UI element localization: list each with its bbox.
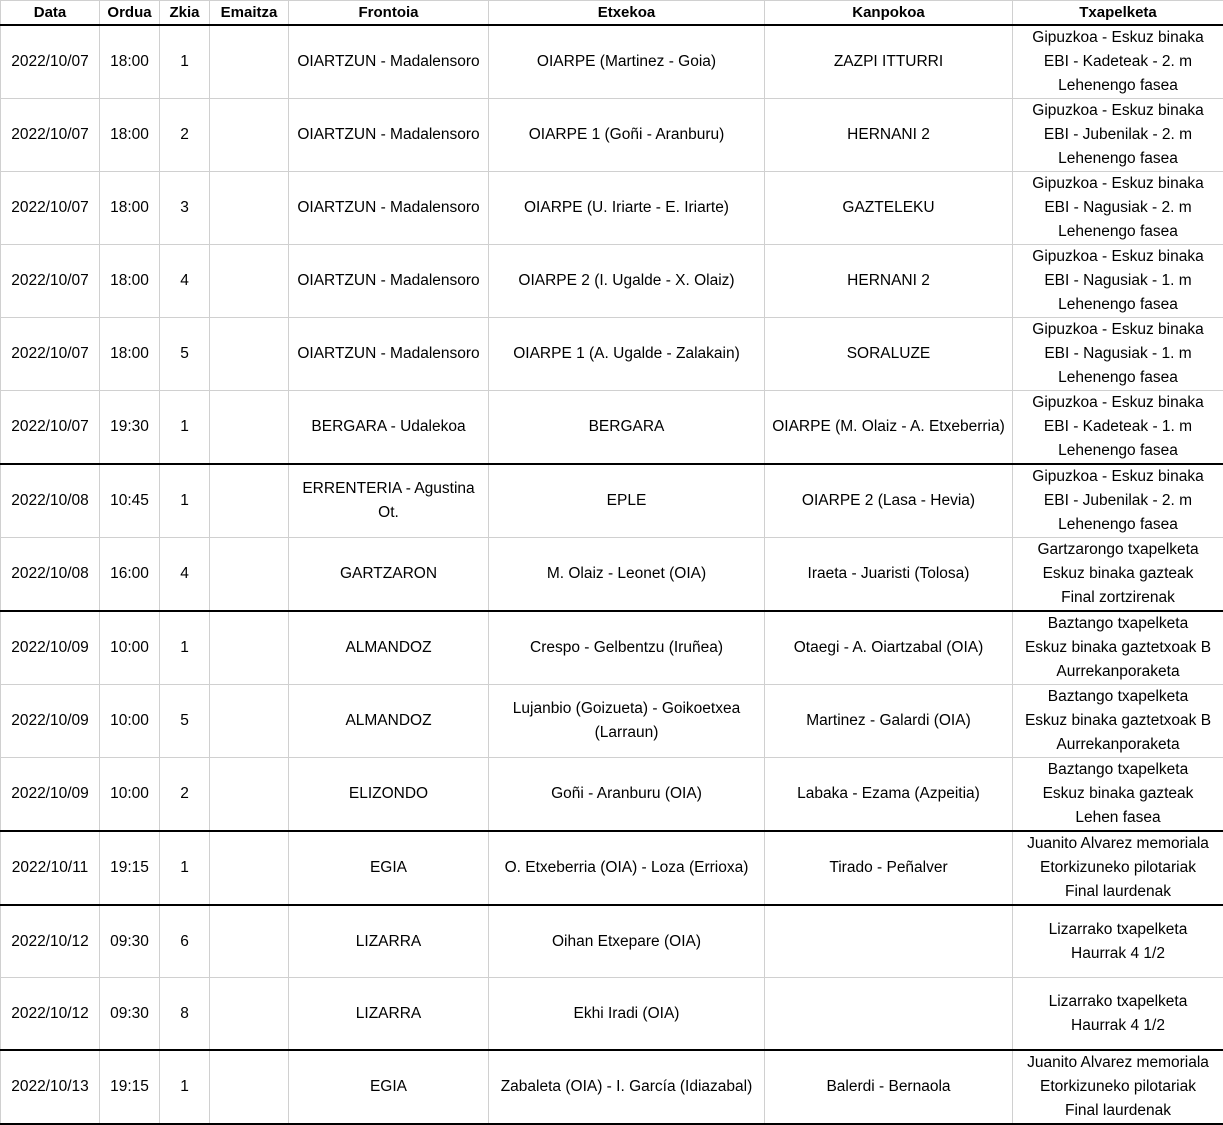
cell-txapelketa xyxy=(1013,538,1223,612)
table-row xyxy=(1,978,1223,1051)
cell-kanpokoa: Otaegi - A. Oiartzabal (OIA) xyxy=(765,611,1013,685)
table-row xyxy=(1,758,1223,832)
cell-data: 2022/10/08 xyxy=(1,538,100,612)
cell-ordua: 18:00 xyxy=(100,25,160,99)
cell-kanpokoa: GAZTELEKU xyxy=(765,172,1013,245)
cell-emaitza xyxy=(210,1050,289,1124)
cell-frontoia: ALMANDOZ xyxy=(289,685,489,758)
cell-frontoia: OIARTZUN - Madalensoro xyxy=(289,99,489,172)
txapelketa-line: Lehenengo fasea xyxy=(1015,220,1221,244)
txapelketa-line: Lizarrako txapelketa xyxy=(1015,990,1221,1014)
cell-txapelketa xyxy=(1013,172,1223,245)
cell-emaitza xyxy=(210,685,289,758)
cell-frontoia: ELIZONDO xyxy=(289,758,489,832)
cell-etxekoa: EPLE xyxy=(489,464,765,538)
cell-txapelketa xyxy=(1013,1050,1223,1124)
cell-frontoia: LIZARRA xyxy=(289,978,489,1051)
cell-data: 2022/10/09 xyxy=(1,611,100,685)
cell-txapelketa xyxy=(1013,905,1223,978)
cell-ordua: 19:15 xyxy=(100,831,160,905)
cell-frontoia: OIARTZUN - Madalensoro xyxy=(289,245,489,318)
txapelketa-line: EBI - Jubenilak - 2. m xyxy=(1015,123,1221,147)
table-row xyxy=(1,611,1223,685)
cell-txapelketa xyxy=(1013,99,1223,172)
cell-data: 2022/10/12 xyxy=(1,978,100,1051)
txapelketa-line: Gipuzkoa - Eskuz binaka xyxy=(1015,391,1221,415)
cell-data: 2022/10/08 xyxy=(1,464,100,538)
txapelketa-line: Lehenengo fasea xyxy=(1015,366,1221,390)
cell-emaitza xyxy=(210,464,289,538)
cell-kanpokoa: OIARPE (M. Olaiz - A. Etxeberria) xyxy=(765,391,1013,465)
txapelketa-line: EBI - Jubenilak - 2. m xyxy=(1015,489,1221,513)
cell-etxekoa: Oihan Etxepare (OIA) xyxy=(489,905,765,978)
cell-etxekoa: OIARPE (U. Iriarte - E. Iriarte) xyxy=(489,172,765,245)
txapelketa-line: EBI - Nagusiak - 1. m xyxy=(1015,269,1221,293)
cell-frontoia: ALMANDOZ xyxy=(289,611,489,685)
cell-ordua: 09:30 xyxy=(100,978,160,1051)
cell-emaitza xyxy=(210,245,289,318)
cell-txapelketa xyxy=(1013,25,1223,99)
cell-kanpokoa: HERNANI 2 xyxy=(765,245,1013,318)
cell-zkia: 5 xyxy=(160,685,210,758)
cell-kanpokoa: Balerdi - Bernaola xyxy=(765,1050,1013,1124)
txapelketa-line: Etorkizuneko pilotariak xyxy=(1015,856,1221,880)
cell-etxekoa: Crespo - Gelbentzu (Iruñea) xyxy=(489,611,765,685)
txapelketa-line: Gipuzkoa - Eskuz binaka xyxy=(1015,245,1221,269)
txapelketa-line: Eskuz binaka gazteak xyxy=(1015,782,1221,806)
cell-ordua: 10:00 xyxy=(100,685,160,758)
cell-data: 2022/10/07 xyxy=(1,172,100,245)
cell-ordua: 10:00 xyxy=(100,758,160,832)
cell-etxekoa: OIARPE 1 (A. Ugalde - Zalakain) xyxy=(489,318,765,391)
cell-etxekoa: Lujanbio (Goizueta) - Goikoetxea (Larraun) xyxy=(489,685,765,758)
table-row xyxy=(1,685,1223,758)
cell-zkia: 3 xyxy=(160,172,210,245)
cell-ordua: 18:00 xyxy=(100,245,160,318)
cell-data: 2022/10/07 xyxy=(1,99,100,172)
txapelketa-line: Lehenengo fasea xyxy=(1015,439,1221,463)
cell-ordua: 18:00 xyxy=(100,172,160,245)
table-body xyxy=(1,25,1223,1124)
header-kanpokoa: Kanpokoa xyxy=(765,1,1013,26)
cell-etxekoa: OIARPE (Martinez - Goia) xyxy=(489,25,765,99)
txapelketa-line: Lehenengo fasea xyxy=(1015,513,1221,537)
cell-txapelketa xyxy=(1013,318,1223,391)
header-emaitza: Emaitza xyxy=(210,1,289,26)
txapelketa-line: Haurrak 4 1/2 xyxy=(1015,942,1221,966)
txapelketa-line: Aurrekanporaketa xyxy=(1015,660,1221,684)
txapelketa-line: Baztango txapelketa xyxy=(1015,612,1221,636)
cell-emaitza xyxy=(210,318,289,391)
cell-zkia: 2 xyxy=(160,758,210,832)
cell-data: 2022/10/09 xyxy=(1,758,100,832)
cell-frontoia: OIARTZUN - Madalensoro xyxy=(289,318,489,391)
cell-emaitza xyxy=(210,391,289,465)
table-row xyxy=(1,25,1223,99)
cell-data: 2022/10/07 xyxy=(1,25,100,99)
txapelketa-line: Baztango txapelketa xyxy=(1015,758,1221,782)
cell-txapelketa xyxy=(1013,611,1223,685)
cell-txapelketa xyxy=(1013,464,1223,538)
cell-data: 2022/10/13 xyxy=(1,1050,100,1124)
cell-ordua: 09:30 xyxy=(100,905,160,978)
txapelketa-line: Final laurdenak xyxy=(1015,880,1221,904)
cell-zkia: 4 xyxy=(160,538,210,612)
txapelketa-line: Baztango txapelketa xyxy=(1015,685,1221,709)
cell-emaitza xyxy=(210,611,289,685)
table-row xyxy=(1,172,1223,245)
cell-data: 2022/10/12 xyxy=(1,905,100,978)
cell-zkia: 2 xyxy=(160,99,210,172)
header-zkia: Zkia xyxy=(160,1,210,26)
txapelketa-line: Eskuz binaka gazteak xyxy=(1015,562,1221,586)
txapelketa-line: Lehen fasea xyxy=(1015,806,1221,830)
cell-zkia: 5 xyxy=(160,318,210,391)
cell-ordua: 10:00 xyxy=(100,611,160,685)
txapelketa-line: Juanito Alvarez memoriala xyxy=(1015,1051,1221,1075)
cell-kanpokoa: HERNANI 2 xyxy=(765,99,1013,172)
cell-etxekoa: Ekhi Iradi (OIA) xyxy=(489,978,765,1051)
cell-etxekoa: Zabaleta (OIA) - I. García (Idiazabal) xyxy=(489,1050,765,1124)
cell-kanpokoa: Martinez - Galardi (OIA) xyxy=(765,685,1013,758)
cell-txapelketa xyxy=(1013,758,1223,832)
table-row xyxy=(1,905,1223,978)
cell-emaitza xyxy=(210,172,289,245)
table-row xyxy=(1,1050,1223,1124)
table-row xyxy=(1,245,1223,318)
header-ordua: Ordua xyxy=(100,1,160,26)
txapelketa-line: Final laurdenak xyxy=(1015,1099,1221,1123)
header-txapelketa: Txapelketa xyxy=(1013,1,1223,26)
header-frontoia: Frontoia xyxy=(289,1,489,26)
txapelketa-line: Lehenengo fasea xyxy=(1015,74,1221,98)
cell-emaitza xyxy=(210,831,289,905)
cell-zkia: 1 xyxy=(160,25,210,99)
txapelketa-line: EBI - Kadeteak - 1. m xyxy=(1015,415,1221,439)
cell-ordua: 19:15 xyxy=(100,1050,160,1124)
cell-data: 2022/10/09 xyxy=(1,685,100,758)
cell-emaitza xyxy=(210,978,289,1051)
txapelketa-line: Gipuzkoa - Eskuz binaka xyxy=(1015,318,1221,342)
cell-etxekoa: O. Etxeberria (OIA) - Loza (Errioxa) xyxy=(489,831,765,905)
txapelketa-line: EBI - Nagusiak - 2. m xyxy=(1015,196,1221,220)
cell-zkia: 1 xyxy=(160,391,210,465)
cell-etxekoa: BERGARA xyxy=(489,391,765,465)
cell-emaitza xyxy=(210,758,289,832)
cell-zkia: 1 xyxy=(160,831,210,905)
txapelketa-line: EBI - Kadeteak - 2. m xyxy=(1015,50,1221,74)
txapelketa-line: Gipuzkoa - Eskuz binaka xyxy=(1015,172,1221,196)
cell-ordua: 16:00 xyxy=(100,538,160,612)
cell-frontoia: ERRENTERIA - Agustina Ot. xyxy=(289,464,489,538)
txapelketa-line: Eskuz binaka gaztetxoak B xyxy=(1015,636,1221,660)
cell-zkia: 4 xyxy=(160,245,210,318)
cell-frontoia: EGIA xyxy=(289,1050,489,1124)
cell-emaitza xyxy=(210,538,289,612)
cell-kanpokoa: Labaka - Ezama (Azpeitia) xyxy=(765,758,1013,832)
cell-ordua: 10:45 xyxy=(100,464,160,538)
cell-ordua: 18:00 xyxy=(100,99,160,172)
cell-zkia: 8 xyxy=(160,978,210,1051)
cell-kanpokoa: SORALUZE xyxy=(765,318,1013,391)
cell-emaitza xyxy=(210,99,289,172)
cell-etxekoa: Goñi - Aranburu (OIA) xyxy=(489,758,765,832)
cell-emaitza xyxy=(210,905,289,978)
txapelketa-line: Gipuzkoa - Eskuz binaka xyxy=(1015,99,1221,123)
txapelketa-line: Aurrekanporaketa xyxy=(1015,733,1221,757)
cell-kanpokoa xyxy=(765,905,1013,978)
table-row xyxy=(1,99,1223,172)
txapelketa-line: Juanito Alvarez memoriala xyxy=(1015,832,1221,856)
txapelketa-line: Lehenengo fasea xyxy=(1015,293,1221,317)
cell-frontoia: LIZARRA xyxy=(289,905,489,978)
cell-etxekoa: M. Olaiz - Leonet (OIA) xyxy=(489,538,765,612)
cell-kanpokoa: Tirado - Peñalver xyxy=(765,831,1013,905)
cell-data: 2022/10/07 xyxy=(1,318,100,391)
txapelketa-line: EBI - Nagusiak - 1. m xyxy=(1015,342,1221,366)
cell-txapelketa xyxy=(1013,831,1223,905)
cell-data: 2022/10/07 xyxy=(1,245,100,318)
table-row xyxy=(1,318,1223,391)
cell-zkia: 1 xyxy=(160,464,210,538)
cell-txapelketa xyxy=(1013,245,1223,318)
txapelketa-line: Final zortzirenak xyxy=(1015,586,1221,610)
txapelketa-line: Gartzarongo txapelketa xyxy=(1015,538,1221,562)
cell-data: 2022/10/07 xyxy=(1,391,100,465)
cell-emaitza xyxy=(210,25,289,99)
cell-frontoia: GARTZARON xyxy=(289,538,489,612)
cell-frontoia: EGIA xyxy=(289,831,489,905)
cell-zkia: 1 xyxy=(160,611,210,685)
cell-frontoia: BERGARA - Udalekoa xyxy=(289,391,489,465)
cell-zkia: 1 xyxy=(160,1050,210,1124)
table-row xyxy=(1,391,1223,465)
cell-kanpokoa: OIARPE 2 (Lasa - Hevia) xyxy=(765,464,1013,538)
txapelketa-line: Eskuz binaka gaztetxoak B xyxy=(1015,709,1221,733)
table-row xyxy=(1,538,1223,612)
txapelketa-line: Gipuzkoa - Eskuz binaka xyxy=(1015,465,1221,489)
table-row xyxy=(1,464,1223,538)
cell-kanpokoa xyxy=(765,978,1013,1051)
cell-frontoia: OIARTZUN - Madalensoro xyxy=(289,25,489,99)
cell-txapelketa xyxy=(1013,978,1223,1051)
txapelketa-line: Gipuzkoa - Eskuz binaka xyxy=(1015,26,1221,50)
cell-ordua: 18:00 xyxy=(100,318,160,391)
table-row xyxy=(1,831,1223,905)
cell-kanpokoa: ZAZPI ITTURRI xyxy=(765,25,1013,99)
cell-zkia: 6 xyxy=(160,905,210,978)
cell-txapelketa xyxy=(1013,391,1223,465)
cell-etxekoa: OIARPE 1 (Goñi - Aranburu) xyxy=(489,99,765,172)
cell-frontoia: OIARTZUN - Madalensoro xyxy=(289,172,489,245)
header-row xyxy=(1,1,1223,26)
cell-data: 2022/10/11 xyxy=(1,831,100,905)
cell-ordua: 19:30 xyxy=(100,391,160,465)
cell-kanpokoa: Iraeta - Juaristi (Tolosa) xyxy=(765,538,1013,612)
txapelketa-line: Etorkizuneko pilotariak xyxy=(1015,1075,1221,1099)
txapelketa-line: Haurrak 4 1/2 xyxy=(1015,1014,1221,1038)
header-etxekoa: Etxekoa xyxy=(489,1,765,26)
header-data: Data xyxy=(1,1,100,26)
cell-txapelketa xyxy=(1013,685,1223,758)
txapelketa-line: Lehenengo fasea xyxy=(1015,147,1221,171)
txapelketa-line: Lizarrako txapelketa xyxy=(1015,918,1221,942)
cell-etxekoa: OIARPE 2 (I. Ugalde - X. Olaiz) xyxy=(489,245,765,318)
